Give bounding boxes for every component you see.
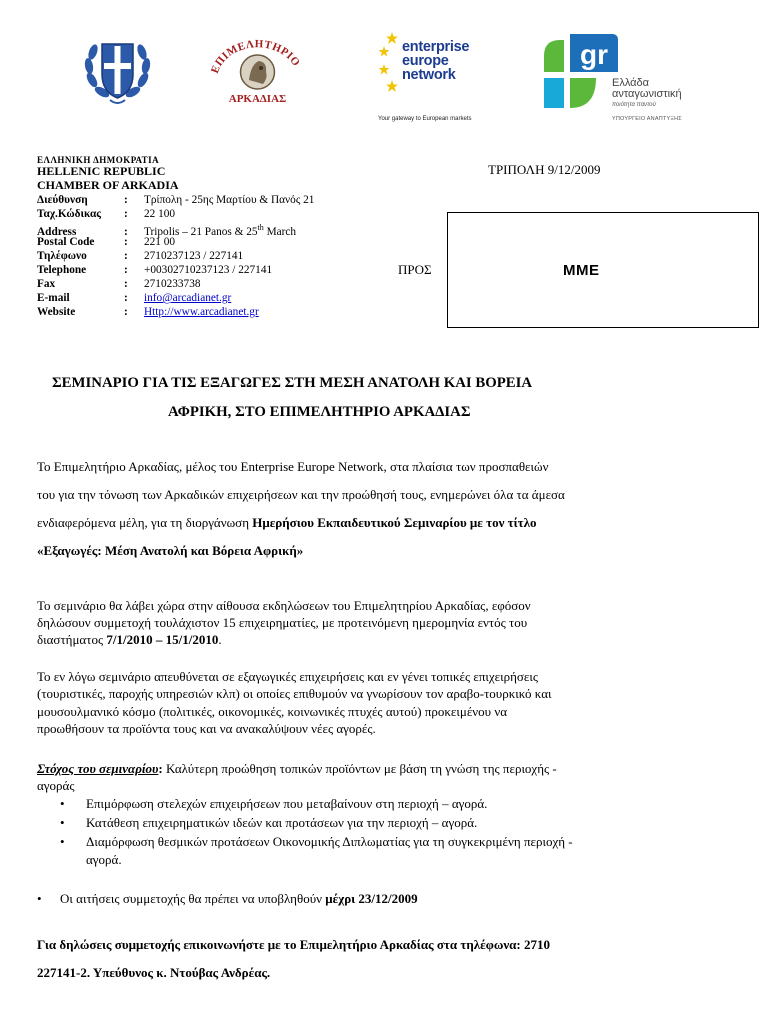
goal-line2: αγοράς [37,778,75,793]
contact-label: Ταχ.Κώδικας [37,208,102,220]
contact-value-sup: th [257,223,264,232]
bullet-icon: • [60,834,65,849]
een-word-enterprise: enterprise [402,39,470,55]
letter-date: ΤΡΙΠΟΛΗ 9/12/2009 [488,162,601,177]
contact-row-phone-en [37,263,314,277]
bullet-icon: • [60,796,65,811]
chamber-of-arkadia-logo [205,28,310,108]
deadline-text: Οι αιτήσεις συμμετοχής θα πρέπει να υποβληθούν [60,891,326,906]
contact-label: Postal Code [37,236,95,248]
goal-bullet-3-cont: αγορά. [86,852,122,867]
contact-details [37,193,314,319]
intro-line3 [37,515,537,531]
bullet-icon: • [37,891,42,906]
goal-label: Στόχος του σεμιναρίου [37,761,159,776]
deadline-date: μέχρι 23/12/2009 [325,891,418,906]
svg-text:ΕΠΙΜΕΛΗΤΗΡΙΟ: ΕΠΙΜΕΛΗΤΗΡΙΟ [208,38,303,76]
contact-note-line1: Για δηλώσεις συμμετοχής επικοινωνήστε με το Επιμελητήριο Αρκαδίας στα τηλέφωνα: 2710 [37,937,550,952]
para3-line3: μουσουλμανικό κόσμο (πολιτικές, οικονομικές, κοινωνικές πτυχές αυτού) προκειμένου να [37,704,508,719]
goal-bullet-1: Επιμόρφωση στελεχών επιχειρήσεων που μεταβαίνουν στη περιοχή – αγορά. [86,796,488,811]
contact-row-fax [37,277,314,291]
contact-value: Tripolis – 21 Panos & 25 [144,225,258,238]
contact-label: Telephone [37,264,87,276]
gr-word-2: ανταγωνιστική [612,88,682,100]
contact-label: Τηλέφωνο [37,250,87,262]
intro-line1: Το Επιμελητήριο Αρκαδίας, μέλος του Enterprise Europe Network, στα πλαίσια των προσπαθειών [37,459,549,474]
goal-bullet-2: Κατάθεση επιχειρηματικών ιδεών και προτάσεων για την περιοχή – αγορά. [86,815,478,830]
contact-label: Website [37,306,76,318]
contact-separator: : [124,306,128,318]
contact-value: 2710233738 [144,278,201,290]
svg-text:ΑΡΚΑΔΙΑΣ: ΑΡΚΑΔΙΑΣ [228,93,287,105]
een-word-europe: europe [402,53,449,69]
contact-separator: : [124,264,128,276]
contact-row-postal-gr [37,207,314,221]
een-wordmark [402,40,469,82]
seminar-title: «Εξαγωγές: Μέση Ανατολή και Βόρεια Αφρική» [37,543,304,558]
seminar-dates: 7/1/2010 – 15/1/2010 [106,632,219,647]
org-name-line2: CHAMBER OF ARKADIA [37,178,179,192]
gr-mark-text: gr [580,39,608,70]
para2-line3 [37,632,222,648]
contact-separator: : [124,225,128,238]
goal-bullet-3: Διαμόρφωση θεσμικών προτάσεων Οικονομικής Διπλωματίας για τη συγκεκριμένη περιοχή - [86,834,573,849]
email-link[interactable]: info@arcadianet.gr [144,292,232,304]
contact-row-website [37,305,314,319]
document-title-line1: ΣΕΜΙΝΑΡΙΟ ΓΙΑ ΤΙΣ ΕΞΑΓΩΓΕΣ ΣΤΗ ΜΕΣΗ ΑΝΑΤΟΛΗ ΚΑΙ ΒΟΡΕΙΑ [52,375,533,391]
gr-wordmark [612,78,682,100]
contact-label: E-mail [37,292,70,304]
deadline [60,891,418,907]
contact-value: 22 100 [144,208,176,220]
enterprise-europe-network-logo [378,28,488,124]
recipient-box [447,212,759,328]
bullet-icon: • [60,815,65,830]
contact-note-line2: 227141-2. Υπεύθυνος κ. Ντούβας Ανδρέας. [37,965,271,980]
een-word-network: network [402,67,456,83]
para3-line2: (τουριστικές, παροχής υπηρεσιών κλπ) οι οποίες επιθυμούν να γνωρίσουν τον αραβο-τουρκικό και [37,686,552,701]
contact-label: Address [37,225,77,238]
contact-label: Διεύθυνση [37,194,88,206]
contact-label: Fax [37,278,56,290]
to-label: ΠΡΟΣ [398,262,432,277]
contact-separator: : [124,278,128,290]
greece-competitive-logo [540,30,700,126]
contact-row-address-gr [37,193,314,207]
para2-line2: δηλώσουν συμμετοχή τουλάχιστον 15 επιχειρηματίες, με προτεινόμενη ημερομηνία εντός του [37,615,528,630]
contact-separator: : [124,292,128,304]
contact-value: 221 00 [144,236,176,248]
contact-value-tail: March [263,225,297,238]
org-name-line1: HELLENIC REPUBLIC [37,164,166,178]
contact-separator: : [124,250,128,262]
document-title-line2: ΑΦΡΙΚΗ, ΣΤΟ ΕΠΙΜΕΛΗΤΗΡΙΟ ΑΡΚΑΔΙΑΣ [168,404,471,420]
gr-subtitle: ποιότητα παντού [612,102,656,108]
intro-line3-text: ενδιαφερόμενα μέλη, για τη διοργάνωση [37,515,253,530]
contact-value: 2710237123 / 227141 [144,250,244,262]
contact-row-phone-gr [37,249,314,263]
een-tagline: Your gateway to European markets [378,116,472,122]
goal-line1 [37,761,557,777]
intro-line2: του για την τόνωση των Αρκαδικών επιχειρήσεων και την προώθησή τους, ενημερώνει όλα τα άμεσα [37,487,565,502]
recipient-name: ΜΜΕ [563,262,600,279]
intro-line3-bold: Ημερήσιου Εκπαιδευτικού Σεμιναρίου με τον τίτλο [252,515,537,530]
gr-word-1: Ελλάδα [612,77,650,89]
greek-emblem-logo [80,32,155,107]
website-link[interactable]: Http://www.arcadianet.gr [144,306,259,318]
contact-row-email [37,291,314,305]
para3-line4: προωθήσουν τα προϊόντα τους και να ανακαλύψουν νέες αγορές. [37,721,376,736]
para2-line3-end: . [218,632,222,647]
para2-line3-text: διαστήματος [37,632,107,647]
gr-ministry: ΥΠΟΥΡΓΕΙΟ ΑΝΑΠΤΥΞΗΣ [612,116,682,122]
contact-value: +00302710237123 / 227141 [144,264,273,276]
contact-separator: : [124,236,128,248]
contact-separator: : [124,194,128,206]
contact-separator: : [124,208,128,220]
contact-row-address-en [37,221,314,238]
para3-line1: Το εν λόγω σεμινάριο απευθύνεται σε εξαγωγικές επιχειρήσεις και εν γένει τοπικές επιχειρήσεις [37,669,539,684]
country-name: ΕΛΛΗΝΙΚΗ ΔΗΜΟΚΡΑΤΙΑ [37,155,160,165]
goal-colon: : [158,761,163,776]
para2-line1: Το σεμινάριο θα λάβει χώρα στην αίθουσα εκδηλώσεων του Επιμελητηρίου Αρκαδίας, εφόσον [37,598,531,613]
goal-text: Καλύτερη προώθηση τοπικών προϊόντων με βάση τη γνώση της περιοχής - [162,761,557,776]
contact-value: Τρίπολη - 25ης Μαρτίου & Πανός 21 [144,194,315,206]
